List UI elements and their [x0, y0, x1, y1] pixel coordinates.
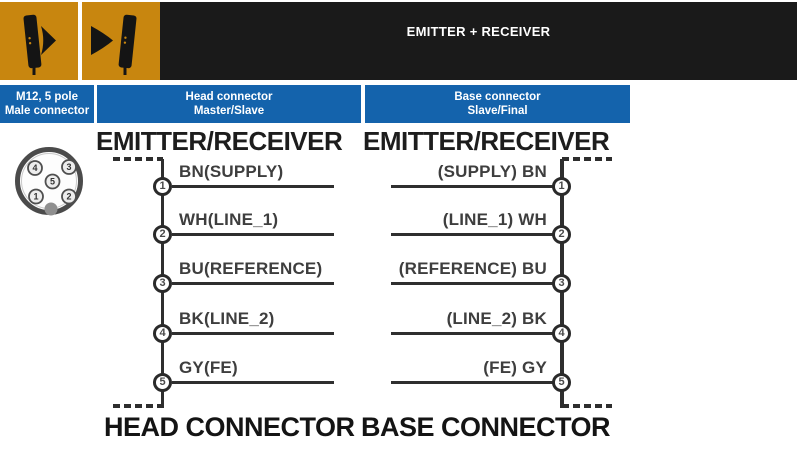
dashed-lead-top [562, 157, 612, 161]
pin-node: 3 [552, 274, 571, 293]
info-bar-line1: Base connector [454, 90, 541, 103]
pin-node: 2 [552, 225, 571, 244]
pin-node: 2 [153, 225, 172, 244]
wire-label: GY(FE) [179, 358, 238, 377]
pin-node: 1 [153, 177, 172, 196]
wire-line [391, 282, 553, 285]
info-bar-line1: M12, 5 pole [16, 90, 78, 103]
pin-node: 5 [153, 373, 172, 392]
pin-node: 4 [153, 324, 172, 343]
m12-pin-number: 5 [49, 176, 56, 187]
wire-label: (REFERENCE) BU [398, 259, 547, 278]
wire-line [391, 332, 553, 335]
wire-label: WH(LINE_1) [179, 210, 279, 229]
wire-label: (SUPPLY) BN [437, 162, 547, 181]
column-footer: BASE CONNECTOR [361, 412, 611, 442]
pin-node: 5 [552, 373, 571, 392]
m12-pin-number: 4 [32, 163, 38, 174]
banner-title: EMITTER + RECEIVER [406, 24, 551, 39]
info-bar-line2: Slave/Final [467, 105, 528, 117]
pin-node: 1 [552, 177, 571, 196]
wire-label: BK(LINE_2) [179, 309, 275, 328]
wire-line [391, 233, 553, 236]
wire-label: BN(SUPPLY) [179, 162, 284, 181]
pin-node: 3 [153, 274, 172, 293]
column-footer: HEAD CONNECTOR [104, 412, 355, 442]
info-bar-line2: Master/Slave [193, 105, 265, 117]
info-bar-line1: Head connector [185, 90, 273, 103]
dashed-lead-bottom [562, 404, 612, 408]
column-heading: EMITTER/RECEIVER [96, 126, 343, 156]
m12-pin-number: 1 [33, 191, 39, 202]
wire-label: BU(REFERENCE) [179, 259, 323, 278]
m12-pin-number: 2 [66, 191, 72, 202]
info-bar-line2: Male connector [4, 105, 90, 117]
m12-pin-number: 3 [66, 162, 72, 173]
pin-node: 4 [552, 324, 571, 343]
column-heading: EMITTER/RECEIVER [363, 126, 610, 156]
wire-label: (LINE_2) BK [446, 309, 547, 328]
wire-line [391, 185, 553, 188]
wire-label: (LINE_1) WH [442, 210, 547, 229]
wire-line [391, 381, 553, 384]
wire-label: (FE) GY [483, 358, 547, 377]
